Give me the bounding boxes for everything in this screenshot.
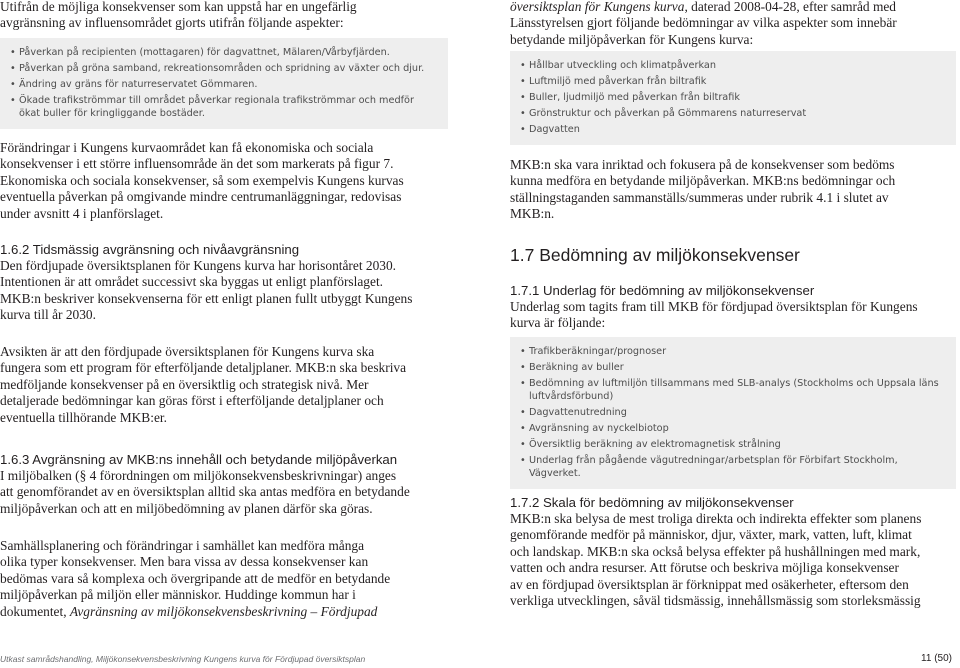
paragraph-influence: Förändringar i Kungens kurvaområdet kan få ekonomiska och sociala konsekvenser i ett större influensområde än det som markerats på figur 7. Ekonomiska och sociala konsekvenser, så som exempelvis Kungens kurvas eventuella påverkan på omgivande mindre centrumanläggningar, redovisas under avsnitt 4 i planförslaget. [0,140,404,221]
paragraph-mkb-focus: MKB:n ska vara inriktad och fokusera på de konsekvenser som bedöms kunna medföra en betydande miljöpåverkan. MKB:ns bedömningar och ställningstaganden sammanställs/summeras under rubrik 4.1 i slutet av MKB:n. [510,157,896,222]
paragraph-program: Avsikten är att den fördjupade översiktsplanen för Kungens kurva ska fungera som ett program för efterföljande detaljplaner. MKB:n ska beskriva medföljande konsekvenser på en översiktlig och strategisk nivå. Mer detaljerade bedömningar kan göras först i efterföljande detaljplaner och eventuella tillhörande MKB:er. [0,344,407,425]
heading-1-7-1: 1.7.1 Underlag för bedömning av miljökonsekvenser [510,283,815,298]
footer-document-title: Utkast samrådshandling, Miljökonsekvensbeskrivning Kungens kurva för Fördjupad översiktsplan [0,654,366,664]
impact-item: • Hållbar utveckling och klimatpåverkan [520,60,716,71]
paragraph-skala: MKB:n ska belysa de mest troliga direkta och indirekta effekter som planens genomförande medför på människor, djur, växter, mark, vatten, luft, klimat och landskap. MKB:n ska också belysa effekter på hushållningen med mark, vatten och andra resurser. Att förutse och beskriva möjliga konsekvenser av en fördjupad översiktsplan är förknippat med osäkerheter, eftersom den verkliga utvecklingen, såväl tidsmässig, innehållsmässig som storleksmässig [510,511,922,609]
page-number: 11 (50) [921,653,952,664]
source-item: • Bedömning av luftmiljön tillsammans med SLB-analys (Stockholms och Uppsala läns luftvårdsförbund) [520,378,939,402]
source-item: • Trafikberäkningar/prognoser [520,346,667,357]
heading-1-7: 1.7 Bedömning av miljökonsekvenser [510,245,800,265]
paragraph-lansstyrelsen: översiktsplan för Kungens kurva, daterad 2008-04-28, efter samråd med Länsstyrelsen gjort följande bedömningar av vilka aspekter som innebär betydande miljöpåverkan för Kungens kurva: [510,0,897,47]
paragraph-samhallsplanering: Samhällsplanering och förändringar i samhället kan medföra många olika typer konsekvenser. Men bara vissa av dessa konsekvenser kan bedömas vara så komplexa och övergripande att de medför en betydande miljöpåverkan på miljön eller människor. Huddinge kommun har i dokumentet, Avgränsning av miljökonsekvensbeskrivning – Fördjupad [0,538,391,619]
source-item: • Dagvattenutredning [520,407,627,418]
paragraph-underlag: Underlag som tagits fram till MKB för fördjupad översiktsplan för Kungens kurva är följande: [510,299,918,331]
heading-1-7-2: 1.7.2 Skala för bedömning av miljökonsekvenser [510,495,794,510]
heading-1-6-2: 1.6.2 Tidsmässig avgränsning och nivåavgränsning [0,242,300,257]
source-item: • Beräkning av buller [520,362,624,373]
paragraph-miljobalken: I miljöbalken (§ 4 förordningen om miljökonsekvensbeskrivningar) anges att genomförandet av en översiktsplan alltid ska antas medföra en betydande miljöpåverkan och att en miljöbedömning av planen därför ska göras. [0,468,410,516]
sources-box [510,337,956,489]
impact-item: • Buller, ljudmiljö med påverkan från biltrafik [520,92,740,103]
impact-item: • Dagvatten [520,124,580,135]
intro-paragraph: Utifrån de möjliga konsekvenser som kan uppstå har en ungefärlig avgränsning av influensområdet gjorts utifrån följande aspekter: [0,0,357,31]
source-item: • Översiktlig beräkning av elektromagnetisk strålning [520,439,781,450]
impact-item: • Luftmiljö med påverkan från biltrafik [520,76,707,87]
aspect-item: • Ändring av gräns för naturreservatet Gömmaren. [10,79,258,90]
heading-1-6-3: 1.6.3 Avgränsning av MKB:ns innehåll och betydande miljöpåverkan [0,452,398,467]
impacts-box [510,51,956,145]
aspect-item: • Ökade trafikströmmar till området påverkar regionala trafikströmmar och medför ökat buller för kringliggande bostäder. [10,95,414,119]
aspects-box [0,38,448,129]
aspect-item: • Påverkan på gröna samband, rekreationsområden och spridning av växter och djur. [10,63,425,74]
paragraph-horizon: Den fördjupade översiktsplanen för Kungens kurva har horisontåret 2030. Intentionen är att området successivt ska byggas ut enligt planförslaget. MKB:n beskriver konsekvenserna för ett enligt planen fullt utbyggt Kungens kurva till år 2030. [0,258,413,323]
source-item: • Avgränsning av nyckelbiotop [520,423,669,434]
source-item: • Underlag från pågående vägutredningar/arbetsplan för Förbifart Stockholm, Vägverket. [520,455,898,479]
aspect-item: • Påverkan på recipienten (mottagaren) för dagvattnet, Mälaren/Vårbyfjärden. [10,47,390,58]
impact-item: • Grönstruktur och påverkan på Gömmarens naturreservat [520,108,807,119]
